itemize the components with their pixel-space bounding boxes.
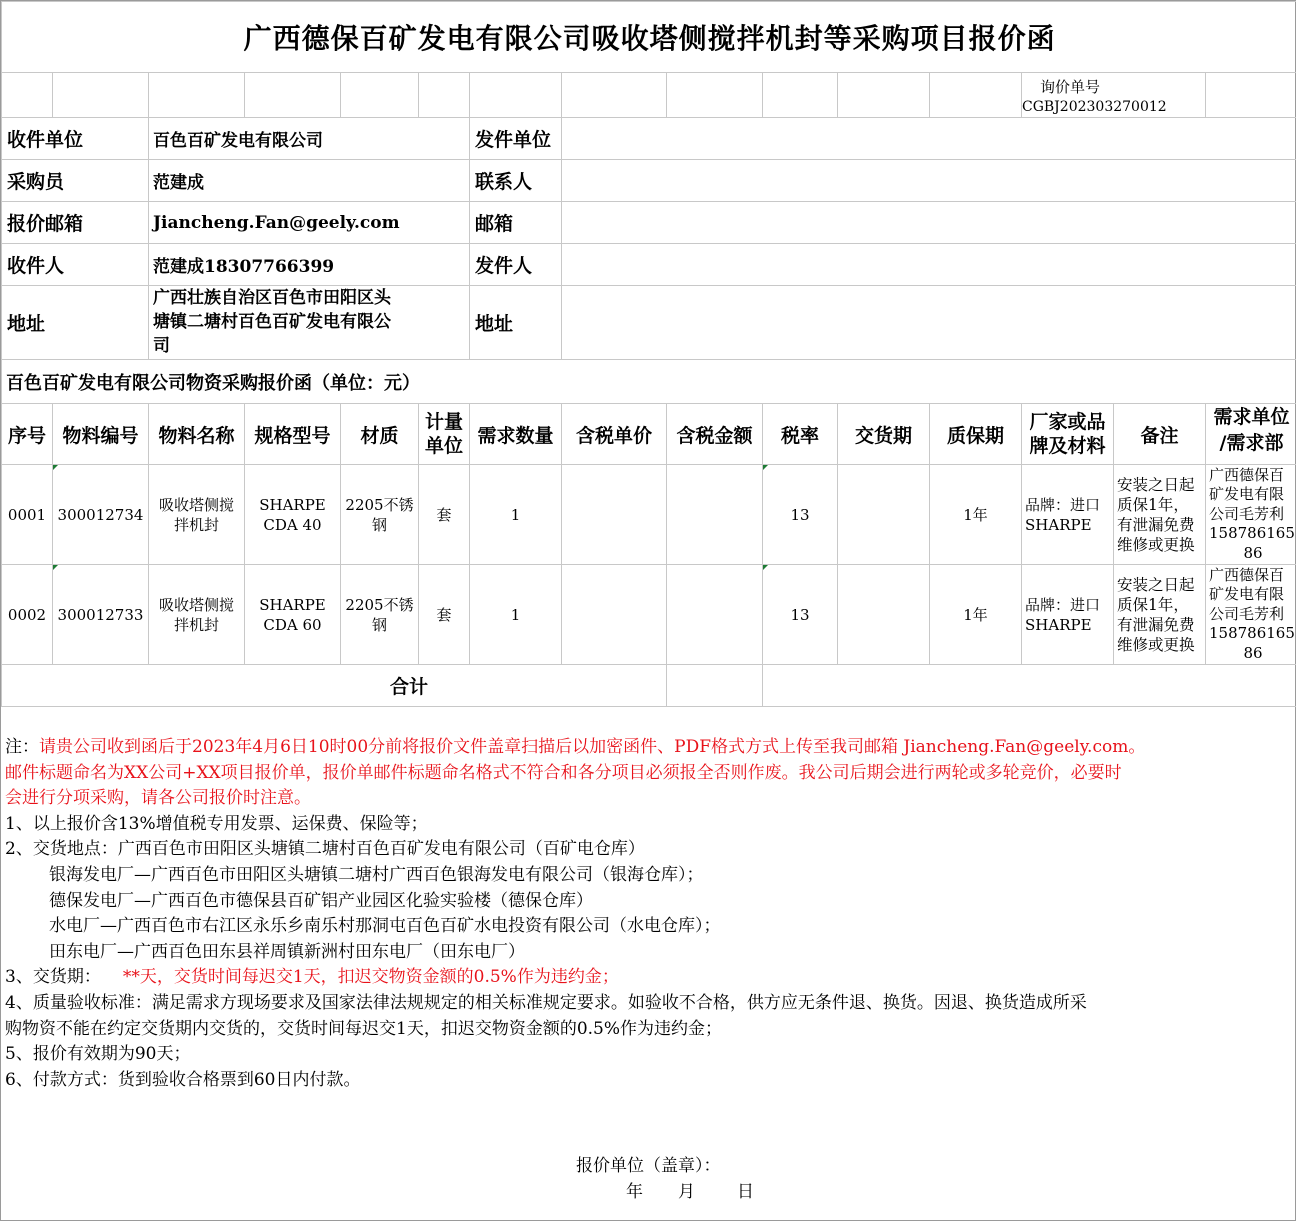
info-table <box>1 117 1296 404</box>
total-rest <box>763 665 1296 707</box>
col-brand: 厂家或品 牌及材料 <box>1022 404 1114 465</box>
contact-label: 联系人 <box>470 160 562 202</box>
notes-block <box>5 735 1293 1093</box>
item-tax: 13 <box>763 565 838 665</box>
item-price[interactable] <box>562 465 667 565</box>
item-code: 300012734 <box>53 465 149 565</box>
inquiry-number-label: 询价单号 <box>1040 77 1101 96</box>
address-label: 地址 <box>2 286 149 360</box>
note-split-purchase: 会进行分项采购，请各公司报价时注意。 <box>5 788 311 809</box>
item-dept: 广西德保百 矿发电有限 公司毛芳利 158786165 86 <box>1206 465 1296 565</box>
send-unit-value <box>562 118 1296 160</box>
note-4b: 购物资不能在约定交货期内交货的，交货时间每迟交1天，扣迟交物资金额的0.5%作为违约金； <box>5 1018 723 1039</box>
item-code: 300012733 <box>53 565 149 665</box>
signature-day: 日 <box>737 1182 754 1202</box>
section-title: 百色百矿发电有限公司物资采购报价函（单位：元） <box>2 360 1296 404</box>
header-row <box>2 404 1296 465</box>
col-code: 物料编号 <box>53 404 149 465</box>
address2-label: 地址 <box>470 286 562 360</box>
item-unit: 套 <box>419 565 470 665</box>
total-row <box>2 665 1296 707</box>
col-amount: 含税金额 <box>667 404 763 465</box>
total-amount[interactable] <box>667 665 763 707</box>
items-table <box>1 403 1296 707</box>
signature-month: 月 <box>678 1182 695 1202</box>
item-amount[interactable] <box>667 465 763 565</box>
address2-value <box>562 286 1296 360</box>
note-prefix: 注： <box>5 737 39 757</box>
col-seq: 序号 <box>2 404 53 465</box>
item-qty: 1 <box>470 465 562 565</box>
col-unit: 计量 单位 <box>419 404 470 465</box>
item-unit: 套 <box>419 465 470 565</box>
col-name: 物料名称 <box>149 404 245 465</box>
item-seq: 0002 <box>2 565 53 665</box>
sender-label: 发件人 <box>470 244 562 286</box>
col-qty: 需求数量 <box>470 404 562 465</box>
contact-value <box>562 160 1296 202</box>
item-seq: 0001 <box>2 465 53 565</box>
col-warranty: 质保期 <box>930 404 1022 465</box>
item-qty: 1 <box>470 565 562 665</box>
item-material: 2205不锈 钢 <box>341 565 419 665</box>
item-remark: 安装之日起 质保1年， 有泄漏免费 维修或更换 <box>1114 565 1206 665</box>
col-remark: 备注 <box>1114 404 1206 465</box>
col-delivery: 交货期 <box>838 404 930 465</box>
recv-unit-value: 百色百矿发电有限公司 <box>149 118 470 160</box>
page-title: 广西德保百矿发电有限公司吸收塔侧搅拌机封等采购项目报价函 <box>2 2 1296 73</box>
recv-unit-label: 收件单位 <box>2 118 149 160</box>
item-warranty: 1年 <box>930 565 1022 665</box>
note-4a: 4、质量验收标准：满足需求方现场要求及国家法律法规规定的相关标准规定要求。如验收不合格，供方应无条件退、换货。因退、换货造成所采 <box>5 992 1087 1013</box>
quotation-table <box>1 1 1296 118</box>
col-dept: 需求单位 /需求部 <box>1206 404 1296 465</box>
item-spec: SHARPE CDA 40 <box>245 465 341 565</box>
item-delivery[interactable] <box>838 465 930 565</box>
item-spec: SHARPE CDA 60 <box>245 565 341 665</box>
item-warranty: 1年 <box>930 465 1022 565</box>
recipient-label: 收件人 <box>2 244 149 286</box>
total-label: 合计 <box>2 665 667 707</box>
note-1: 1、以上报价含13%增值税专用发票、运保费、保险等； <box>5 813 428 834</box>
note-2c: 水电厂—广西百色市右江区永乐乡南乐村那洞屯百色百矿水电投资有限公司（水电仓库）； <box>49 916 721 937</box>
recipient-value: 范建成18307766399 <box>149 244 470 286</box>
note-2: 2、交货地点：广西百色市田阳区头塘镇二塘村百色百矿发电有限公司（百矿电仓库） <box>5 839 645 860</box>
note-2d: 田东电厂—广西百色田东县祥周镇新洲村田东电厂（田东电厂） <box>49 941 525 962</box>
note-2a: 银海发电厂—广西百色市田阳区头塘镇二塘村广西百色银海发电有限公司（银海仓库）； <box>49 864 704 885</box>
col-tax: 税率 <box>763 404 838 465</box>
note-6: 6、付款方式：货到验收合格票到60日内付款。 <box>5 1069 361 1090</box>
signature-year: 年 <box>626 1182 643 1202</box>
col-price: 含税单价 <box>562 404 667 465</box>
col-spec: 规格型号 <box>245 404 341 465</box>
item-amount[interactable] <box>667 565 763 665</box>
item-brand: 品牌：进口 SHARPE <box>1022 465 1114 565</box>
buyer-label: 采购员 <box>2 160 149 202</box>
item-name: 吸收塔侧搅 拌机封 <box>149 465 245 565</box>
note-5: 5、报价有效期为90天； <box>5 1044 191 1065</box>
email-value <box>562 202 1296 244</box>
quote-email-label: 报价邮箱 <box>2 202 149 244</box>
item-remark: 安装之日起 质保1年， 有泄漏免费 维修或更换 <box>1114 465 1206 565</box>
send-unit-label: 发件单位 <box>470 118 562 160</box>
note-2b: 德保发电厂—广西百色市德保县百矿铝产业园区化验实验楼（德保仓库） <box>49 890 593 911</box>
item-dept: 广西德保百 矿发电有限 公司毛芳利 158786165 86 <box>1206 565 1296 665</box>
table-row <box>2 465 1296 565</box>
buyer-value: 范建成 <box>149 160 470 202</box>
email-label: 邮箱 <box>470 202 562 244</box>
note-3: **天，交货时间每迟交1天，扣迟交物资金额的0.5%作为违约金； <box>122 967 619 988</box>
col-material: 材质 <box>341 404 419 465</box>
note-email-format: 邮件标题命名为XX公司+XX项目报价单，报价单邮件标题命名格式不符合和各分项目必须报全否则作废。我公司后期会进行两轮或多轮竞价，必要时 <box>5 762 1122 783</box>
address-value: 广西壮族自治区百色市田阳区头 塘镇二塘村百色百矿发电有限公 司 <box>149 286 470 360</box>
item-price[interactable] <box>562 565 667 665</box>
item-delivery[interactable] <box>838 565 930 665</box>
inquiry-number: CGBJ202303270012 <box>1022 98 1167 115</box>
item-brand: 品牌：进口 SHARPE <box>1022 565 1114 665</box>
note-3-prefix: 3、交货期： <box>5 967 101 988</box>
signature-label: 报价单位（盖章）： <box>576 1156 721 1176</box>
item-material: 2205不锈 钢 <box>341 465 419 565</box>
item-name: 吸收塔侧搅 拌机封 <box>149 565 245 665</box>
sender-value <box>562 244 1296 286</box>
table-row <box>2 565 1296 665</box>
quote-email-value: Jiancheng.Fan@geely.com <box>149 202 470 244</box>
item-tax: 13 <box>763 465 838 565</box>
note-deadline: 请贵公司收到函后于2023年4月6日10时00分前将报价文件盖章扫描后以加密函件、PDF格式方式上传至我司邮箱 Jiancheng.Fan@geely.com。 <box>39 737 1146 757</box>
